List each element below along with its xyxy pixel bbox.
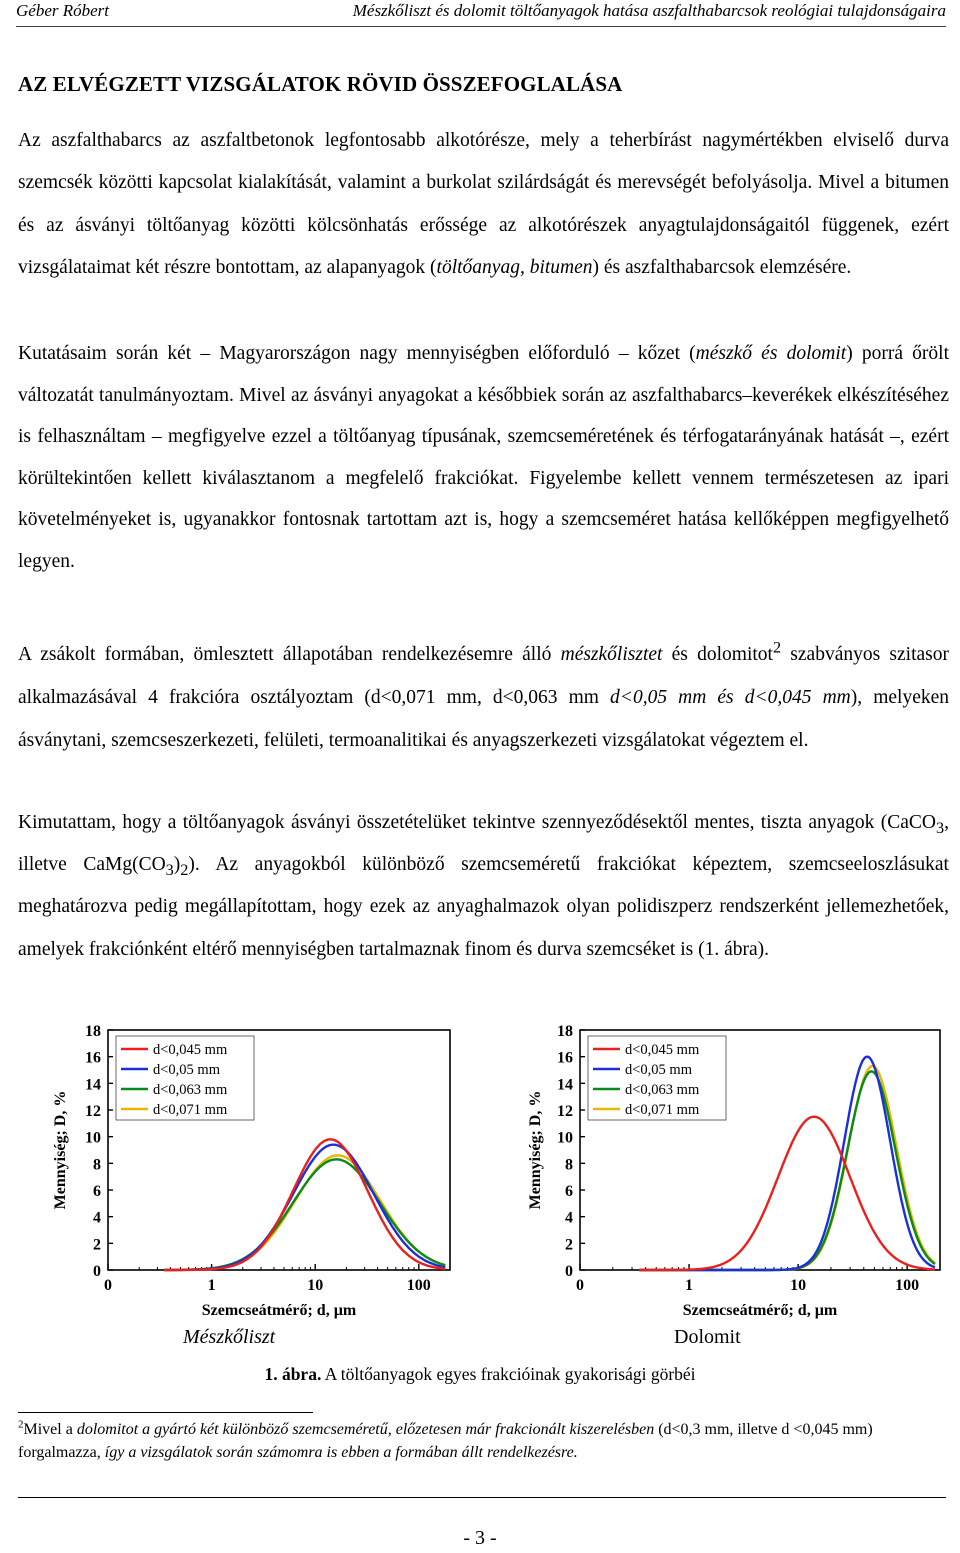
legend-label: d<0,045 mm — [153, 1042, 228, 1058]
header-author: Géber Róbert — [16, 1, 110, 20]
y-tick-label: 8 — [565, 1156, 573, 1174]
p4-text-b: , illetve CaMg(CO — [18, 812, 949, 876]
y-tick-label: 10 — [85, 1129, 101, 1147]
x-axis-label: Szemcseátmérő; d, µm — [682, 1302, 838, 1319]
y-tick-label: 12 — [557, 1103, 573, 1120]
y-tick-label: 4 — [93, 1209, 101, 1227]
footnote-text-c: (d<0,3 mm, illetve d <0,045 mm) forgalmazza, — [18, 1421, 873, 1461]
p4-sub-1: 3 — [936, 818, 945, 837]
chart-meszkoliszt — [40, 1020, 460, 1325]
running-header — [16, 0, 946, 27]
x-tick-label: 1 — [207, 1277, 216, 1294]
x-tick-label: 0 — [576, 1277, 584, 1294]
y-axis-label: Mennyiség; D, % — [52, 1090, 69, 1210]
p2-text-c: ) porrá őrölt változatát tanulmányoztam. Mivel az ásványi anyagokat a későbbiek során az aszfalthabarcs–keverékek elkészítéséhez is felhasználtam – megfigyelve ezzel a töltőanyag típusának, szemcseméretének és térfogatarányának hatását –, ezért körültekintően kellett kiválasztanom a megfelelő frakciókat. Figyelembe kellett vennem természetesen az ipari követelményeket is, ugyanakkor fontosnak tartottam azt is, hogy a szemcseméret hatása kellőképpen megfigyelhető legyen. — [18, 343, 950, 572]
x-tick-label: 100 — [895, 1277, 920, 1294]
chart-dolomit — [520, 1020, 950, 1325]
figure-caption — [0, 1364, 960, 1385]
p4-text-a: Kimutattam, hogy a töltőanyagok ásványi összetételüket tekintve szennyeződésektől mentes, tiszta anyagok (CaCO — [18, 812, 936, 833]
p1-text-c: ) és aszfalthabarcsok elemzésére. — [592, 256, 852, 278]
series-line — [164, 1139, 445, 1270]
footnote-italic-d: így a vizsgálatok során számomra is ebben a formában állt rendelkezésre. — [104, 1444, 578, 1461]
y-tick-label: 16 — [85, 1049, 101, 1067]
p4-sub-3: 2 — [180, 861, 189, 880]
paragraph-1 — [18, 120, 949, 289]
p3-text-f: ), melyeken ásványtani, szemcseszerkezeti, felületi, termoanalitikai és anyagszerkezeti vizsgálatokat végeztem el. — [18, 687, 950, 751]
y-axis-label: Mennyiség; D, % — [527, 1090, 544, 1210]
x-tick-label: 100 — [406, 1277, 431, 1294]
y-tick-label: 10 — [557, 1129, 573, 1147]
chart-svg-left — [40, 1020, 460, 1325]
y-tick-label: 8 — [93, 1156, 101, 1174]
y-tick-label: 14 — [85, 1076, 101, 1094]
chart-svg-right — [520, 1020, 950, 1325]
legend-label: d<0,071 mm — [153, 1102, 228, 1118]
x-tick-label: 10 — [307, 1277, 324, 1294]
footnote — [18, 1418, 949, 1464]
paragraph-3 — [18, 633, 949, 762]
x-tick-label: 0 — [104, 1277, 112, 1294]
y-tick-label: 6 — [565, 1183, 573, 1200]
caption-text: A töltőanyagok egyes frakcióinak gyakorisági görbéi — [321, 1364, 696, 1384]
footnote-italic-b: dolomitot a gyártó két különböző szemcseméretű, előzetesen már frakcionált kiszerelésben — [76, 1421, 655, 1438]
y-tick-label: 4 — [565, 1209, 573, 1227]
p1-text-a: Az aszfalthabarcs az aszfaltbetonok legfontosabb alkotórésze, mely a teherbírást nagymértékben elviselő durva szemcsék közötti kapcsolat kialakítását, valamint a burkolat szilárdságát és merevségét befolyásolja. Mivel a bitumen és az ásványi töltőanyag közötti kölcsönhatás erőssége az alkotórészek anyagtulajdonságaitól függenek, ezért vizsgálataimat két részre bontottam, az alapanyagok ( — [18, 130, 949, 278]
legend-label: d<0,063 mm — [153, 1082, 228, 1098]
legend-label: d<0,063 mm — [625, 1082, 700, 1098]
x-tick-label: 10 — [790, 1277, 807, 1294]
series-line — [164, 1159, 445, 1270]
y-tick-label: 18 — [85, 1023, 101, 1040]
legend-label: d<0,05 mm — [625, 1062, 692, 1078]
y-tick-label: 12 — [85, 1103, 101, 1120]
sublabel-dolomit: Dolomit — [674, 1326, 741, 1348]
y-tick-label: 0 — [93, 1263, 101, 1280]
p2-italic: mészkő és dolomit — [695, 343, 847, 364]
p3-text-c: és dolomitot — [662, 644, 773, 665]
page-number: - 3 - — [463, 1527, 497, 1549]
y-tick-label: 6 — [93, 1183, 101, 1200]
x-tick-label: 1 — [685, 1277, 694, 1294]
p4-text-d: ). Az anyagokból különböző szemcseméretű frakciókat képeztem, szemcseeloszlásukat meghatározva pedig megállapítottam, hogy ezek az anyaghalmazok olyan polidiszperz rendszerként jellemezhetőek, amelyek frakciónként eltérő mennyiségben tartalmaznak finom és durva szemcséket is (1. ábra). — [18, 854, 949, 960]
y-tick-label: 0 — [565, 1263, 573, 1280]
y-tick-label: 14 — [557, 1076, 573, 1094]
legend-label: d<0,05 mm — [153, 1062, 220, 1078]
p4-text-c: ) — [173, 854, 181, 876]
section-title: AZ ELVÉGZETT VIZSGÁLATOK RÖVID ÖSSZEFOGLALÁSA — [18, 72, 623, 96]
p3-text-d: szabványos szitasor alkalmazásával 4 frakcióra osztályoztam (d<0,071 mm, d<0,063 mm — [18, 644, 949, 708]
p3-italic: mészkőlisztet — [560, 644, 663, 665]
y-tick-label: 2 — [93, 1236, 101, 1254]
paragraph-2 — [18, 333, 949, 583]
paragraph-4 — [18, 802, 949, 971]
footnote-rule — [18, 1412, 313, 1413]
legend-label: d<0,045 mm — [625, 1042, 700, 1058]
p3-text-a: A zsákolt formában, ömlesztett állapotában rendelkezésemre álló — [18, 644, 561, 665]
bottom-rule — [18, 1497, 946, 1498]
caption-label: 1. ábra. — [264, 1364, 322, 1384]
legend-label: d<0,071 mm — [625, 1102, 700, 1118]
sublabel-meszkoliszt: Mészkőliszt — [183, 1326, 276, 1348]
y-tick-label: 16 — [557, 1049, 573, 1067]
header-title: Mészkőliszt és dolomit töltőanyagok hatása aszfalthabarcsok reológiai tulajdonságaira — [352, 1, 946, 20]
footnote-ref: 2 — [772, 638, 782, 657]
x-axis-label: Szemcseátmérő; d, µm — [201, 1302, 357, 1319]
p4-sub-2: 3 — [165, 861, 174, 880]
p3-italic-sizes: d<0,05 mm és d<0,045 mm — [610, 687, 851, 708]
p1-italic: töltőanyag, bitumen — [436, 256, 593, 278]
y-tick-label: 2 — [565, 1236, 573, 1254]
footnote-text-a: Mivel a — [23, 1421, 77, 1438]
p2-text-a: Kutatásaim során két – Magyarországon nagy mennyiségben előforduló – kőzet ( — [18, 343, 696, 364]
footnote-mark: 2 — [18, 1418, 24, 1431]
y-tick-label: 18 — [557, 1023, 573, 1040]
